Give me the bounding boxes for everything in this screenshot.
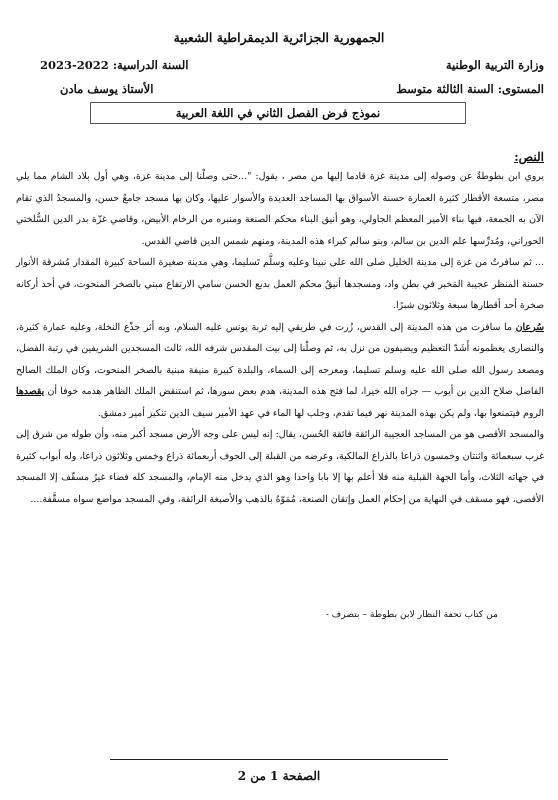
- paragraph: والمسجد الأقصى هو من المساجد العجيبة الرائقة فائقة الحُسن، يقال: إنه ليس على وجه الأرض مسجد أكبر منه، وأن طوله من شرق إلى غرب سبعمائة واثنتان وخمسون ذراعا بالذراع المالكية، وعرضه من القبلة إلى الجوف أربعمائة ذراع وخمس وثلاثون ذراعا، وله أبواب كثيرة في جهاته الثلاث، وأما الجهة القبلية منه فلا أعلم بها إلا بابا واحدا وهو الذي يدخل منه الإمام، والمسجد كله فضاء غيرُ مسقّف إلا المسجد الأقصى، فهو مسقف في النهاية من إحكام العمل وإتقان الصنعة، مُمَوّهٌ بالذهب والأصبغة الرائقة، وفي المسجد مواضع سواه مسقَّفة....: [16, 429, 544, 505]
- source-citation: من كتاب تحفة النظار لابن بطوطة – بتصرف -: [325, 609, 498, 620]
- level-label: المستوى: السنة الثالثة متوسط: [396, 82, 544, 96]
- republic-heading: الجمهورية الجزائرية الديمقراطية الشعبية: [173, 30, 385, 45]
- ministry-label: وزارة التربية الوطنية: [445, 58, 544, 72]
- exam-title: نموذج فرض الفصل الثاني في اللغة العربية: [90, 102, 466, 124]
- teacher-label: الأستاذ يوسف مادن: [60, 82, 154, 96]
- paragraph-body: ما سافرت من هذه المدينة إلى القدس، زُرت في طريقي إليه تربة يونس عليه السلام، وبه أثر جذْع النخلة، وعليه عمارة كثيرة، والنصارى يعظمونه أَشَدّ التعظيم ويضيفون من نزل به، ثم وصلْنا إلى بيت المقدس شرفه الله، ثالث المسجدين الشريفين في رتبة الفضل، ومصعد رسول الله صلى الله عليه وسلم تسليما، ومعرجه إلى السماء، والبلدة كبيرة منيفة مبنية بالصخر المنحوت، وكان الملك الصالح الفاضل صلاح الدين بن أيوب — جزاه الله خيرا، لما فتح هذه المدينة، هدم بعض سورها، ثم استنقض الملك الظاهر هدمه خوفا أن: [16, 321, 544, 397]
- page-number: الصفحة 1 من 2: [237, 769, 321, 783]
- paragraph: يروي ابن بطوطةُ عن وصوله إلى مدينة غزة قادما إليها من مصر ، يقول: "...حتى وصلْنا إلى مدينة غزة، وهي أول بلاد الشام مما يلي مصر، متسعة الأقطار كثيرة العمارة حسنة الأسواق بها المساجد العديدة والأسوار عليها، وكان بها مسجد جامعٌ حسن، والمسجدُ الذي تقام الآن به الجمعة، فيها بناء الأمير المعظم الجاولي، وهو أنيق البناء محكم الصنعة ومنبره من الرخام الأبيض، وقاضي غزّة بدر الدين السُّلختي الحوراني، ومُدرِّسها علم الدين بن سالم، وبنو سالم كبراء هذه المدينة، ومنهم شمس الدين قاضي القدس.: [16, 171, 544, 247]
- emphasized-word: يقصدها: [16, 386, 45, 397]
- footer-divider: [110, 759, 448, 760]
- emphasized-word: سُرعان: [515, 321, 544, 333]
- school-year-label: السنة الدراسية: 2022-2023: [40, 58, 189, 72]
- paragraph-tail: الروم فيتمنعوا بها، ولم يكن بهذه المدينة نهر فيما تقدم، وجلب لها الماء في عهد الأمير سيف الدين تنكيز أمير دمشق.: [97, 407, 544, 419]
- passage-text: [16, 166, 544, 510]
- section-label: النص:: [514, 150, 544, 164]
- paragraph: [16, 317, 544, 425]
- paragraph: ... ثم سافرتُ من غزة إلى مدينة الخليل صلى الله على نبينا وعليه وسلَّم تَسليما، وهي مدينة صغيرة الساحة كبيرة المقدار مُشرقة الأنوار حسنة المنظر عجيبة المَخبر في بطن واد، ومسجدها أنيقٌ محكم العمل بديع الحسن سامي الارتفاع مبني بالصخر المنحوت، في أحد أركانه صخرة أحد أقطارها سبعة وثلاثون شبرًا.: [16, 257, 544, 311]
